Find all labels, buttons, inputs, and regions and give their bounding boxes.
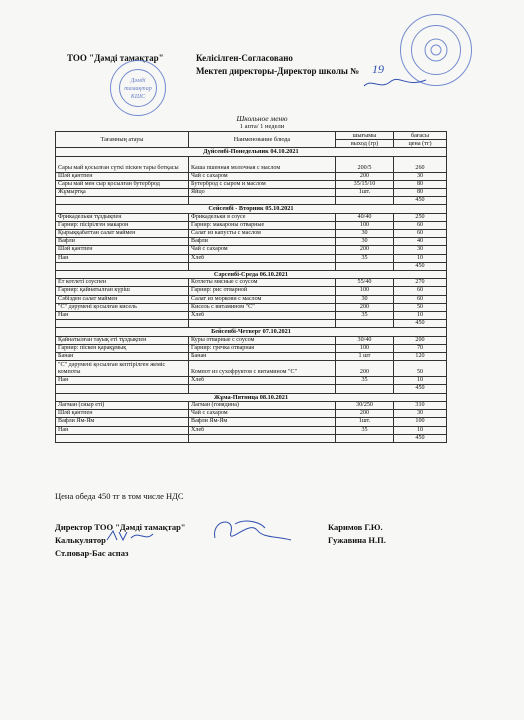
dish-name-kz: Қырыққабаттан салат маймен bbox=[56, 230, 189, 238]
empty-cell bbox=[189, 262, 336, 270]
day-total-row bbox=[56, 434, 447, 442]
table-row bbox=[56, 344, 447, 352]
school-number: 19 bbox=[372, 62, 384, 76]
dish-output: 200 bbox=[336, 410, 394, 418]
day-total: 450 bbox=[394, 262, 447, 270]
dish-output: 200/5 bbox=[336, 156, 394, 172]
dish-price: 310 bbox=[394, 401, 447, 409]
dish-output: 30/250 bbox=[336, 401, 394, 409]
dish-name-kz: Фрикадельки тұздықпен bbox=[56, 213, 189, 221]
day-title: Сәрсенбі-Среда 06.10.2021 bbox=[56, 271, 447, 279]
day-total: 450 bbox=[394, 197, 447, 205]
calculator-name: Гужавина Н.П. bbox=[328, 535, 386, 545]
dish-name-kz: Вафли bbox=[56, 238, 189, 246]
dish-name-ru: Бутерброд с сыром и маслом bbox=[189, 180, 336, 188]
dish-output: 200 bbox=[336, 303, 394, 311]
empty-cell bbox=[189, 320, 336, 328]
dish-output: 35 bbox=[336, 254, 394, 262]
dish-price: 60 bbox=[394, 295, 447, 303]
table-row bbox=[56, 295, 447, 303]
dish-price: 80 bbox=[394, 189, 447, 197]
dish-name-ru: Котлеты мясные с соусом bbox=[189, 279, 336, 287]
empty-cell bbox=[56, 385, 189, 393]
dish-name-kz: Сәбізден салат маймен bbox=[56, 295, 189, 303]
dish-price: 60 bbox=[394, 230, 447, 238]
dish-name-ru: Лагман (говядина) bbox=[189, 401, 336, 409]
dish-name-kz: Вафли Ям-Ям bbox=[56, 418, 189, 426]
day-header-row bbox=[56, 393, 447, 401]
day-total-row bbox=[56, 262, 447, 270]
empty-cell bbox=[336, 262, 394, 270]
dish-price: 250 bbox=[394, 213, 447, 221]
dish-name-ru: Гарнир: гречка отварная bbox=[189, 344, 336, 352]
table-row bbox=[56, 189, 447, 197]
table-row bbox=[56, 312, 447, 320]
dish-output: 35/15/10 bbox=[336, 180, 394, 188]
dish-price: 260 bbox=[394, 156, 447, 172]
day-title: Сейсенбі - Вторник 05.10.2021 bbox=[56, 205, 447, 213]
day-total-row bbox=[56, 385, 447, 393]
price-note: Цена обеда 450 тг в том числе НДС bbox=[55, 491, 184, 501]
dish-price: 70 bbox=[394, 344, 447, 352]
dish-name-ru: Чай с сахаром bbox=[189, 246, 336, 254]
empty-cell bbox=[189, 434, 336, 442]
dish-price: 30 bbox=[394, 172, 447, 180]
dish-name-kz: "С" дәрумені қосылған кисель bbox=[56, 303, 189, 311]
dish-name-kz: Нан bbox=[56, 377, 189, 385]
cook-label: Ст.повар-Бас аспаз bbox=[55, 548, 129, 558]
empty-cell bbox=[336, 434, 394, 442]
dish-name-kz: Гарнир: қайнатылған күріш bbox=[56, 287, 189, 295]
day-header-row bbox=[56, 328, 447, 336]
dish-output: 200 bbox=[336, 246, 394, 254]
dish-name-ru: Чай с сахаром bbox=[189, 410, 336, 418]
dish-name-kz: Гарнир: пісірілген макарон bbox=[56, 221, 189, 229]
director-ltd-signature bbox=[205, 510, 295, 550]
dish-price: 50 bbox=[394, 303, 447, 311]
dish-price: 30 bbox=[394, 246, 447, 254]
day-header-row bbox=[56, 271, 447, 279]
dish-name-kz: Нан bbox=[56, 254, 189, 262]
dish-output: 55/40 bbox=[336, 279, 394, 287]
dish-name-ru: Гарнир: макароны отварные bbox=[189, 221, 336, 229]
table-row bbox=[56, 172, 447, 180]
dish-name-kz: Гарнир: піскен қарақұмық bbox=[56, 344, 189, 352]
empty-cell bbox=[189, 197, 336, 205]
dish-price: 200 bbox=[394, 336, 447, 344]
dish-output: 200 bbox=[336, 172, 394, 180]
dish-name-kz: Сары май қосылған сүткі піскен тары ботқасы bbox=[56, 156, 189, 172]
table-row bbox=[56, 254, 447, 262]
dish-output: 40/40 bbox=[336, 213, 394, 221]
dish-output: 35 bbox=[336, 377, 394, 385]
dish-output: 30/40 bbox=[336, 336, 394, 344]
dish-name-kz: Лагман (сиыр еті) bbox=[56, 401, 189, 409]
emblem-icon bbox=[421, 35, 451, 65]
col-price-ru: цена (тг) bbox=[394, 140, 447, 148]
empty-cell bbox=[336, 320, 394, 328]
dish-price: 40 bbox=[394, 238, 447, 246]
stamp-left: Дәмді тамақтар КШС bbox=[110, 60, 166, 116]
dish-output: 100 bbox=[336, 344, 394, 352]
col-output-ru: выход (гр) bbox=[336, 140, 394, 148]
dish-name-kz: Қайнатылған тауық еті тұздықпен bbox=[56, 336, 189, 344]
table-row bbox=[56, 353, 447, 361]
empty-cell bbox=[336, 197, 394, 205]
director-label: Директор ТОО "Дәмді тамақтар" bbox=[55, 522, 186, 532]
dish-name-ru: Чай с сахаром bbox=[189, 172, 336, 180]
table-row bbox=[56, 401, 447, 409]
empty-cell bbox=[56, 320, 189, 328]
empty-cell bbox=[189, 385, 336, 393]
dish-name-ru: Гарнир: рис отварной bbox=[189, 287, 336, 295]
dish-name-ru: Куры отварные с соусом bbox=[189, 336, 336, 344]
table-row bbox=[56, 336, 447, 344]
dish-price: 60 bbox=[394, 221, 447, 229]
calculator-label: Калькулятор bbox=[55, 535, 106, 545]
stamp-school bbox=[400, 14, 472, 86]
dish-price: 50 bbox=[394, 361, 447, 377]
dish-price: 100 bbox=[394, 418, 447, 426]
dish-output: 100 bbox=[336, 221, 394, 229]
table-row bbox=[56, 377, 447, 385]
col-price-kz: бағасы bbox=[394, 132, 447, 140]
col-name-ru: Наименование блюда bbox=[189, 132, 336, 148]
dish-output: 30 bbox=[336, 295, 394, 303]
day-total-row bbox=[56, 197, 447, 205]
dish-price: 60 bbox=[394, 287, 447, 295]
dish-output: 30 bbox=[336, 230, 394, 238]
dish-name-kz: Сары май мен сыр қосылған бутерброд bbox=[56, 180, 189, 188]
dish-price: 10 bbox=[394, 426, 447, 434]
day-total-row bbox=[56, 320, 447, 328]
dish-output: 30 bbox=[336, 238, 394, 246]
dish-price: 30 bbox=[394, 410, 447, 418]
dish-output: 1шт. bbox=[336, 418, 394, 426]
table-row bbox=[56, 426, 447, 434]
table-row bbox=[56, 213, 447, 221]
dish-output: 100 bbox=[336, 287, 394, 295]
dish-name-kz: Ет котлеті соуспен bbox=[56, 279, 189, 287]
dish-name-ru: Банан bbox=[189, 353, 336, 361]
day-title: Дүйсенбі-Понедельник 04.10.2021 bbox=[56, 148, 447, 156]
table-row bbox=[56, 246, 447, 254]
table-row bbox=[56, 410, 447, 418]
dish-name-kz: Банан bbox=[56, 353, 189, 361]
table-row bbox=[56, 287, 447, 295]
dish-output: 35 bbox=[336, 312, 394, 320]
dish-name-ru: Салат из моркови с маслом bbox=[189, 295, 336, 303]
day-total: 450 bbox=[394, 320, 447, 328]
empty-cell bbox=[56, 197, 189, 205]
table-row bbox=[56, 221, 447, 229]
dish-output: 1шт. bbox=[336, 189, 394, 197]
dish-name-kz: Нан bbox=[56, 312, 189, 320]
col-output-kz: шығымы bbox=[336, 132, 394, 140]
table-row bbox=[56, 238, 447, 246]
day-title: Жұма-Пятница 08.10.2021 bbox=[56, 393, 447, 401]
dish-name-ru: Хлеб bbox=[189, 254, 336, 262]
table-row bbox=[56, 418, 447, 426]
dish-name-ru: Салат из капусты с маслом bbox=[189, 230, 336, 238]
table-row bbox=[56, 279, 447, 287]
day-header-row bbox=[56, 205, 447, 213]
empty-cell bbox=[336, 385, 394, 393]
menu-title: Школьное меню bbox=[236, 114, 288, 123]
dish-name-ru: Вафли bbox=[189, 238, 336, 246]
dish-price: 10 bbox=[394, 377, 447, 385]
dish-price: 270 bbox=[394, 279, 447, 287]
dish-name-ru: Хлеб bbox=[189, 312, 336, 320]
day-total: 450 bbox=[394, 385, 447, 393]
dish-name-ru: Хлеб bbox=[189, 426, 336, 434]
dish-name-kz: Шәй қантпен bbox=[56, 410, 189, 418]
menu-subtitle: 1 апта/ 1 недели bbox=[239, 123, 285, 130]
table-row bbox=[56, 230, 447, 238]
table-row bbox=[56, 361, 447, 377]
dish-name-ru: Хлеб bbox=[189, 377, 336, 385]
dish-name-kz: Нан bbox=[56, 426, 189, 434]
approval-label: Келісілген-Согласовано bbox=[196, 53, 293, 63]
director-name: Каримов Г.Ю. bbox=[328, 522, 383, 532]
dish-name-ru: Вафли Ям-Ям bbox=[189, 418, 336, 426]
dish-output: 200 bbox=[336, 361, 394, 377]
dish-name-kz: Шәй қантпен bbox=[56, 172, 189, 180]
dish-name-kz: Жұмыртқа bbox=[56, 189, 189, 197]
col-name-kz: Тағамның атауы bbox=[56, 132, 189, 148]
day-title: Бейсенбі-Четверг 07.10.2021 bbox=[56, 328, 447, 336]
dish-price: 120 bbox=[394, 353, 447, 361]
calculator-signature bbox=[105, 528, 155, 544]
dish-price: 10 bbox=[394, 312, 447, 320]
dish-price: 80 bbox=[394, 180, 447, 188]
dish-name-kz: Шәй қантпен bbox=[56, 246, 189, 254]
org-name: ТОО "Дәмді тамақтар" bbox=[67, 53, 164, 63]
day-total: 450 bbox=[394, 434, 447, 442]
dish-name-ru: Компот из сухофруктов с витамином "С" bbox=[189, 361, 336, 377]
dish-name-ru: Кисель с витамином "С" bbox=[189, 303, 336, 311]
dish-name-ru: Каша пшенная молочная с маслом bbox=[189, 156, 336, 172]
table-row bbox=[56, 156, 447, 172]
dish-name-ru: Яйцо bbox=[189, 189, 336, 197]
dish-output: 1 шт bbox=[336, 353, 394, 361]
dish-name-kz: "С" дәрумені қосылған кептірілген жеміс компоты bbox=[56, 361, 189, 377]
table-row bbox=[56, 180, 447, 188]
dish-price: 10 bbox=[394, 254, 447, 262]
director-line: Мектеп директоры-Директор школы № bbox=[196, 66, 360, 76]
table-row bbox=[56, 303, 447, 311]
dish-name-ru: Фрикадельки в соусе bbox=[189, 213, 336, 221]
empty-cell bbox=[56, 434, 189, 442]
day-header-row bbox=[56, 148, 447, 156]
dish-output: 35 bbox=[336, 426, 394, 434]
menu-table bbox=[55, 131, 447, 443]
empty-cell bbox=[56, 262, 189, 270]
